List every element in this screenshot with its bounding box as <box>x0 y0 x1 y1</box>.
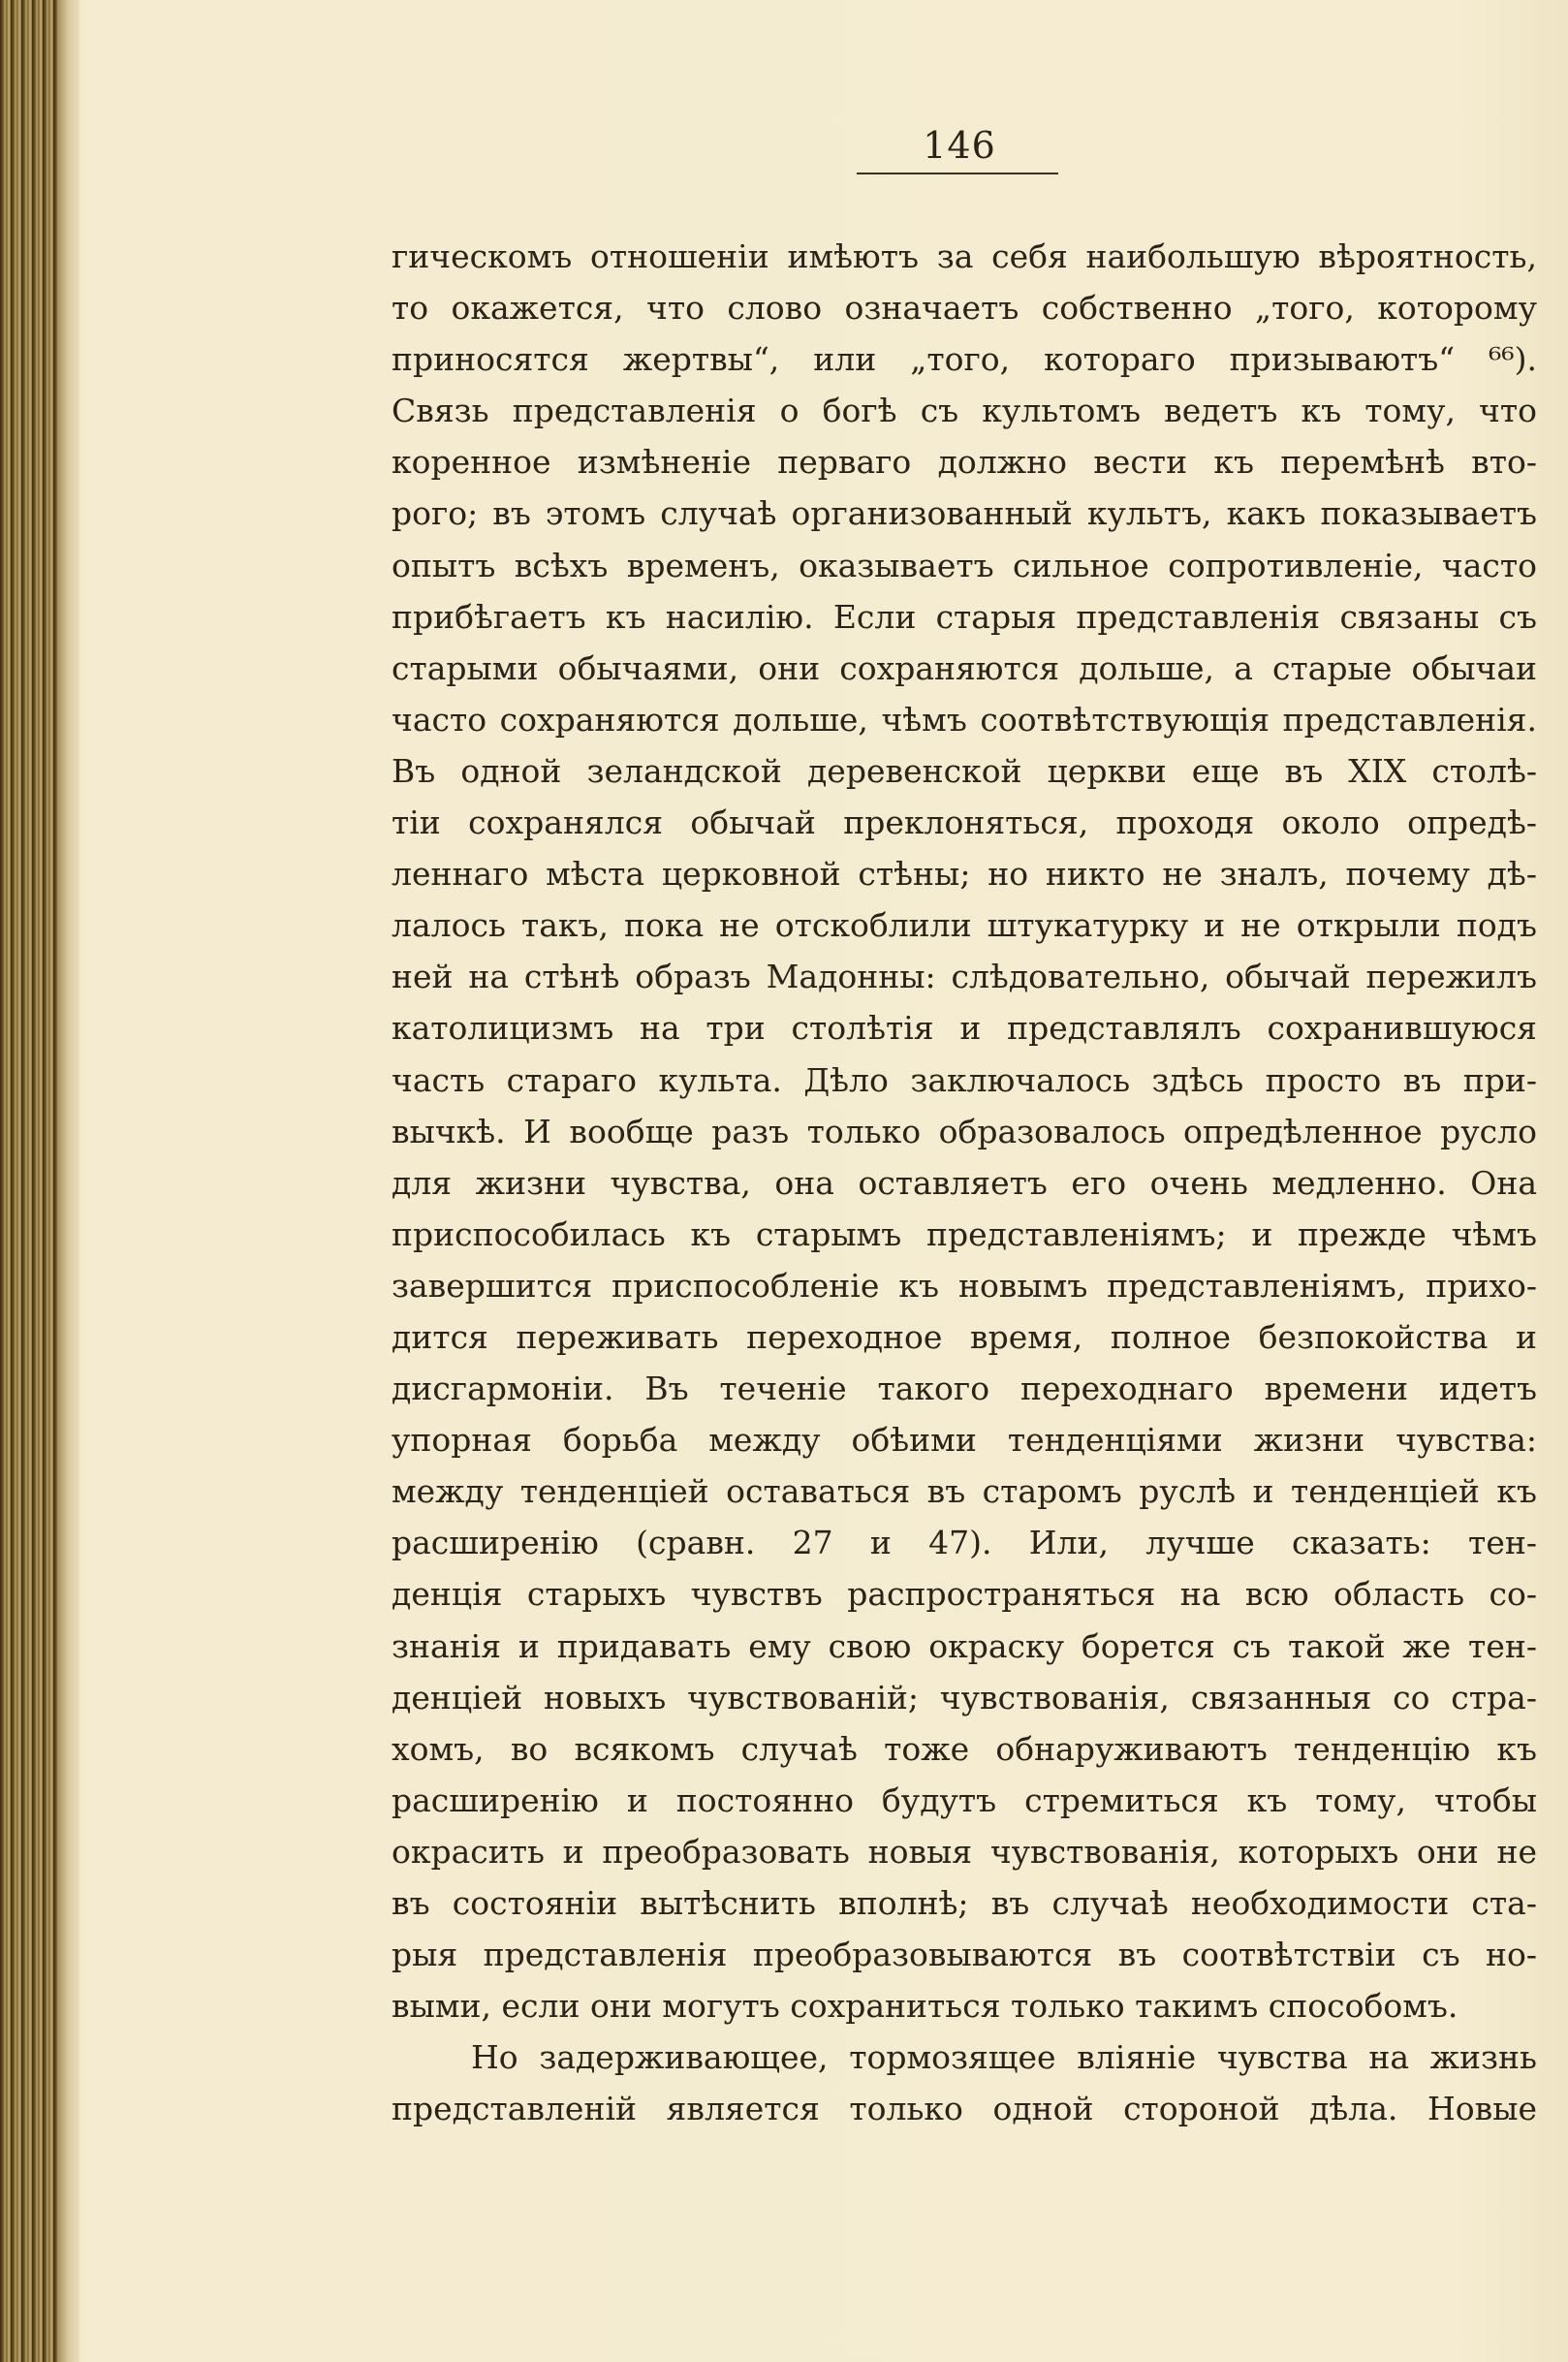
header-rule <box>857 173 1058 174</box>
text-line: завершится приспособленіе къ новымъ представленіямъ, прихо- <box>392 1266 1537 1305</box>
text-line: приносятся жертвы“, или „того, котораго призываютъ“ ⁶⁶). <box>392 340 1537 379</box>
text-line: въ состояніи вытѣснить вполнѣ; въ случаѣ необходимости ста- <box>392 1884 1537 1922</box>
text-line: окрасить и преобразовать новыя чувствованія, которыхъ они не <box>392 1832 1537 1871</box>
text-line: между тенденціей оставаться въ старомъ руслѣ и тенденціей къ <box>392 1472 1537 1511</box>
book-spine <box>0 0 58 2362</box>
text-line: гическомъ отношеніи имѣютъ за себя наибольшую вѣроятность, <box>392 237 1537 275</box>
page-number: 146 <box>923 124 996 167</box>
text-line: часто сохраняются дольше, чѣмъ соотвѣтствующія представленія. <box>392 700 1537 739</box>
text-line: часть стараго культа. Дѣло заключалось здѣсь просто въ при- <box>392 1060 1537 1099</box>
text-line: денція старыхъ чувствъ распространяться на всю область со- <box>392 1575 1537 1614</box>
text-line: рого; въ этомъ случаѣ организованный культъ, какъ показываетъ <box>392 494 1537 533</box>
text-line: католицизмъ на три столѣтія и представлялъ сохранившуюся <box>392 1009 1537 1048</box>
text-line: упорная борьба между обѣими тенденціями жизни чувства: <box>392 1421 1537 1460</box>
text-line: старыми обычаями, они сохраняются дольше, а старые обычаи <box>392 648 1537 687</box>
text-line: ней на стѣнѣ образъ Мадонны: слѣдовательно, обычай пережилъ <box>392 958 1537 996</box>
text-line: Въ одной зеландской деревенской церкви еще въ XIX столѣ- <box>392 751 1537 790</box>
text-line: денціей новыхъ чувствованій; чувствованія, связанныя со стра- <box>392 1678 1537 1716</box>
text-line: расширенію и постоянно будутъ стремиться къ тому, чтобы <box>392 1780 1537 1819</box>
text-line: представленій является только одной стороной дѣла. Новые <box>392 2090 1537 2128</box>
text-line: тіи сохранялся обычай преклоняться, проходя около опредѣ- <box>392 803 1537 842</box>
text-line: вычкѣ. И вообще разъ только образовалось опредѣленное русло <box>392 1112 1537 1150</box>
text-line: хомъ, во всякомъ случаѣ тоже обнаруживаютъ тенденцію къ <box>392 1729 1537 1768</box>
text-line: выми, если они могутъ сохраниться только такимъ способомъ. <box>392 1987 1458 2026</box>
text-line: то окажется, что слово означаетъ собственно „того, которому <box>392 289 1537 328</box>
text-line: приспособилась къ старымъ представленіямъ; и прежде чѣмъ <box>392 1214 1537 1253</box>
body-text <box>392 231 1537 2134</box>
text-line: лалось такъ, пока не отскоблили штукатурку и не открыли подъ <box>392 906 1537 945</box>
text-line: Связь представленія о богѣ съ культомъ ведетъ къ тому, что <box>392 392 1537 430</box>
text-line: расширенію (сравн. 27 и 47). Или, лучше сказать: тен- <box>392 1524 1537 1562</box>
paragraph-first-line: Но задерживающее, тормозящее вліяніе чувства на жизнь <box>471 2038 1537 2077</box>
text-line: рыя представленія преобразовываются въ соотвѣтствіи съ но- <box>392 1936 1537 1974</box>
page-gutter <box>58 0 79 2362</box>
text-line: для жизни чувства, она оставляетъ его очень медленно. Она <box>392 1163 1537 1202</box>
text-line: дится переживать переходное время, полное безпокойства и <box>392 1317 1537 1356</box>
text-line: опытъ всѣхъ временъ, оказываетъ сильное сопротивленіе, часто <box>392 546 1537 584</box>
text-line: леннаго мѣста церковной стѣны; но никто не зналъ, почему дѣ- <box>392 855 1537 894</box>
text-line: знанія и придавать ему свою окраску борется съ такой же тен- <box>392 1626 1537 1665</box>
text-line: дисгармоніи. Въ теченіе такого переходнаго времени идетъ <box>392 1370 1537 1408</box>
text-line: коренное измѣненіе перваго должно вести къ перемѣнѣ вто- <box>392 443 1537 482</box>
text-line: прибѣгаетъ къ насилію. Если старыя представленія связаны съ <box>392 597 1537 636</box>
